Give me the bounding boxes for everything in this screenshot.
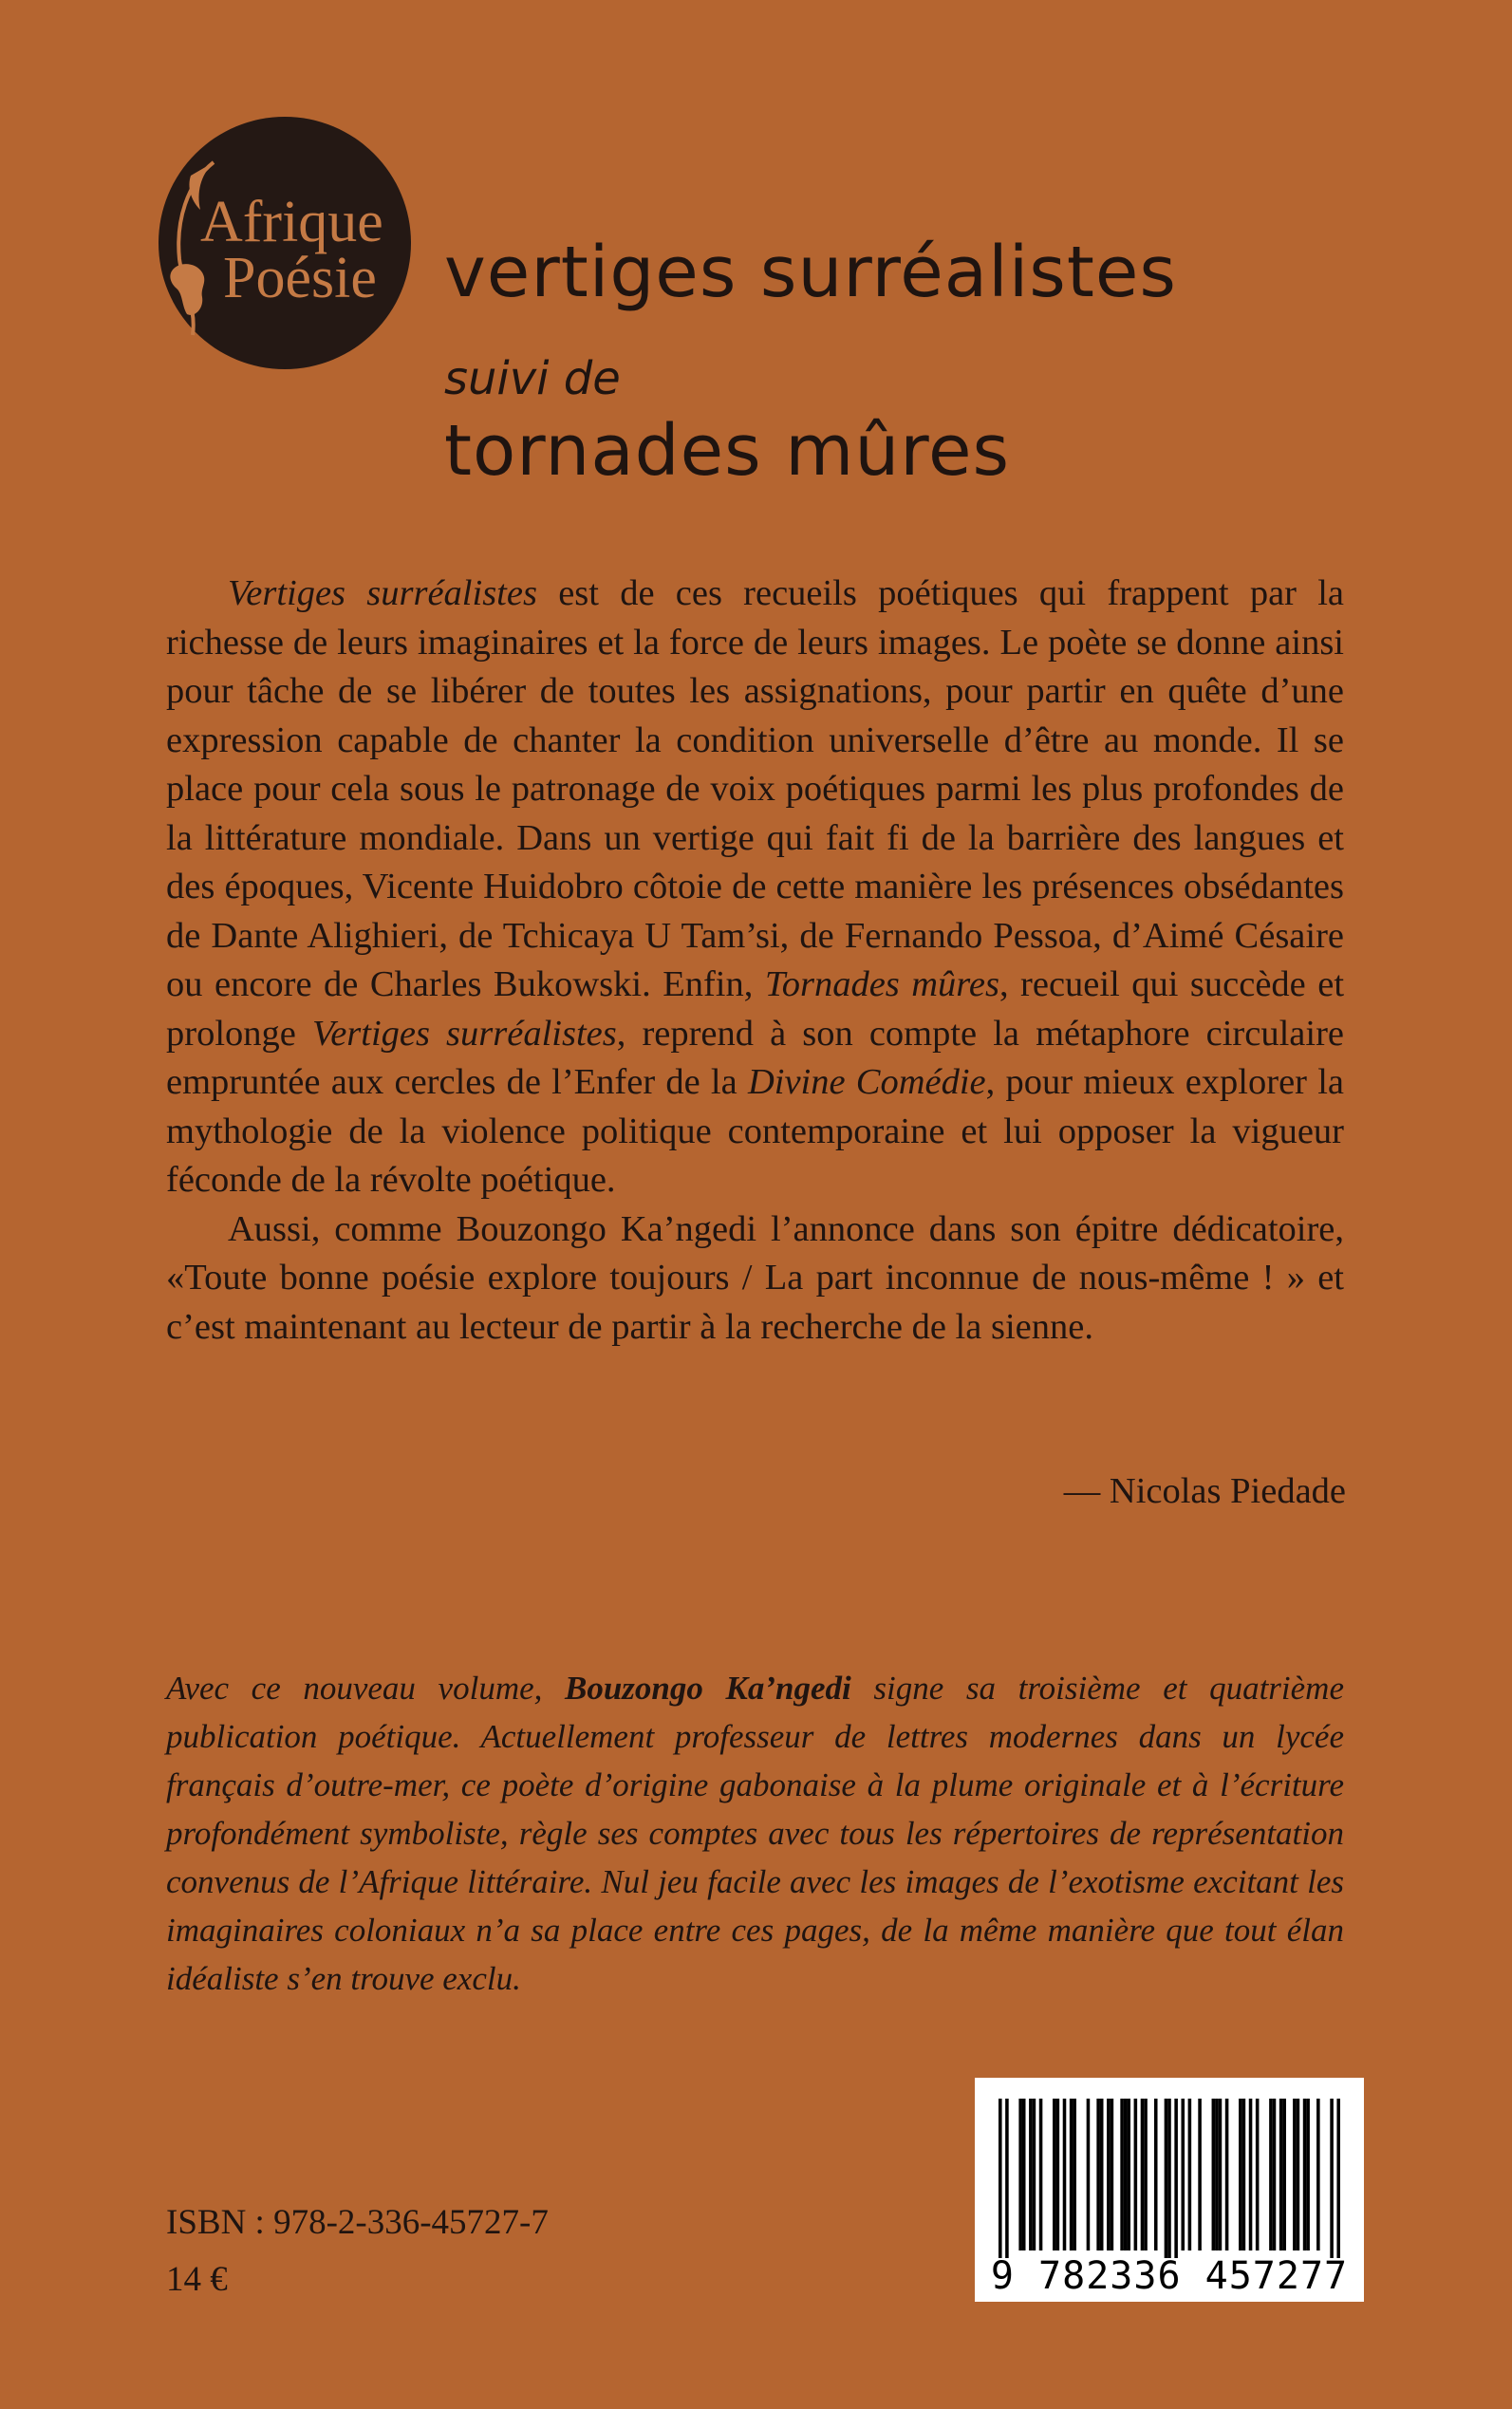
barcode-bar <box>1100 2099 1104 2250</box>
text-run: Avec ce nouveau volume, <box>166 1670 565 1707</box>
barcode-bar <box>999 2099 1002 2258</box>
blurb-paragraph-2 <box>166 1205 1344 1353</box>
barcode-bar <box>1279 2099 1283 2250</box>
barcode-bar <box>1256 2099 1260 2250</box>
book-price: 14 € <box>166 2260 228 2299</box>
barcode-bar <box>1273 2099 1277 2250</box>
barcode-bar <box>1111 2099 1114 2250</box>
barcode-bar <box>1053 2099 1056 2250</box>
barcode-bar <box>1316 2099 1320 2250</box>
barcode-bar <box>1174 2099 1178 2258</box>
blurb-signature: — Nicolas Piedade <box>1063 1471 1346 1511</box>
barcode-digits: 9 782336 457277 <box>990 2254 1349 2298</box>
barcode-bar <box>1249 2099 1253 2250</box>
barcode-bar <box>1056 2099 1060 2250</box>
book-title: vertiges surréalistes <box>444 232 1177 313</box>
barcode-bar <box>1167 2099 1171 2258</box>
barcode-bar <box>1127 2099 1130 2250</box>
barcode-bar <box>1212 2099 1216 2250</box>
publisher-logo <box>159 117 411 369</box>
text-run: , pour mieux explorer la mythologie de la violence politique contemporaine et lui opposer la vigueur féconde de la révolte poétique. <box>166 1062 1344 1200</box>
barcode-bar <box>1063 2099 1067 2250</box>
barcode-bar <box>1293 2099 1297 2250</box>
barcode-bar <box>1219 2099 1223 2250</box>
barcode-bar <box>1022 2099 1026 2250</box>
isbn-barcode <box>975 2078 1364 2302</box>
barcode-bar <box>1306 2099 1310 2250</box>
barcode-bar <box>1005 2099 1009 2258</box>
barcode-bar <box>1039 2099 1043 2250</box>
barcode-bar <box>1165 2099 1168 2258</box>
barcode-bars <box>999 2099 1340 2260</box>
barcode-bar <box>1303 2099 1307 2250</box>
barcode-bar <box>1141 2099 1145 2250</box>
bold-run: Bouzongo Ka’ngedi <box>565 1670 851 1707</box>
barcode-bar <box>1336 2099 1340 2258</box>
barcode-bar <box>1134 2099 1138 2250</box>
logo-text-afrique: Afrique <box>200 190 383 254</box>
barcode-bar <box>1154 2099 1158 2250</box>
barcode-bar <box>1239 2099 1242 2250</box>
italic-run: Vertiges surréalistes <box>311 1013 617 1054</box>
barcode-bar <box>1330 2099 1334 2258</box>
logo-text-poesie: Poésie <box>223 246 377 310</box>
barcode-bar <box>1087 2099 1091 2250</box>
barcode-bar <box>1018 2099 1022 2250</box>
text-run: , reprend à son compte la métaphore circulaire empruntée aux cercles de l’Enfer de la <box>166 1013 1344 1102</box>
barcode-bar <box>1198 2099 1202 2250</box>
barcode-bar <box>1242 2099 1246 2250</box>
text-run: , recueil qui succède et prolonge <box>166 964 1345 1054</box>
barcode-bar <box>1120 2099 1124 2250</box>
barcode-bar <box>1073 2099 1076 2250</box>
back-cover-blurb <box>166 570 1344 1352</box>
italic-run: Divine Comédie <box>747 1062 986 1102</box>
barcode-bar <box>1107 2099 1111 2250</box>
barcode-bar <box>1282 2099 1286 2250</box>
barcode-bar <box>1144 2099 1148 2250</box>
barcode-bar <box>1029 2099 1033 2250</box>
text-run: Aussi, comme Bouzongo Ka’ngedi l’annonce dans son épitre dédicatoire, «Toute bonne poésie explore toujours / La part inconnue de nous-même ! » et c’est maintenant au lecteur de partir à la recherche de la sienne. <box>166 1208 1344 1347</box>
barcode-bar <box>1215 2099 1219 2250</box>
text-run: est de ces recueils poétiques qui frappent par la richesse de leurs imaginaires et la force de leurs images. Le poète se donne ainsi pour tâche de se libérer de toutes les assignations, pour partir en quête d’une expression capable de chanter la condition universelle d’être au monde. Il se place pour cela sous le patronage de voix poétiques parmi les plus profondes de la littérature mondiale. Dans un vertige qui fait fi de la barrière des langues et des époques, Vicente Huidobro côtoie de cette manière les présences obsédantes de Dante Alighieri, de Tchicaya U Tam’si, de Fernando Pessoa, d’Aimé Césaire ou encore de Charles Bukowski. Enfin, <box>166 573 1344 1004</box>
italic-run: Tornades mûres <box>764 964 999 1004</box>
italic-run: Vertiges surréalistes <box>228 573 537 613</box>
barcode-bar <box>1225 2099 1229 2250</box>
barcode-bar <box>1269 2099 1273 2250</box>
barcode-bar <box>1070 2099 1073 2250</box>
text-run: signe sa troisième et quatrième publication poétique. Actuellement professeur de lettres modernes dans un lycée français d’outre-mer, ce poète d’origine gabonaise à la plume originale et à l’écriture profondément symboliste, règle ses comptes avec tous les répertoires de représentation convenus de l’Afrique littéraire. Nul jeu facile avec les images de l’exotisme excitant les imaginaires coloniaux n’a sa place entre ces pages, de la même manière que tout élan idéaliste s’en trouve exclu. <box>166 1670 1344 1997</box>
barcode-bar <box>1181 2099 1185 2250</box>
barcode-bar <box>1297 2099 1300 2250</box>
barcode-bar <box>1124 2099 1128 2250</box>
author-bio <box>166 1664 1344 2003</box>
barcode-bar <box>1096 2099 1100 2250</box>
barcode-bar <box>1033 2099 1036 2250</box>
isbn-number: ISBN : 978-2-336-45727-7 <box>166 2203 549 2242</box>
barcode-bar <box>1188 2099 1192 2250</box>
title-connector: suivi de <box>444 352 621 405</box>
blurb-paragraph-1 <box>166 570 1344 1205</box>
book-subtitle: tornades mûres <box>444 410 1011 492</box>
